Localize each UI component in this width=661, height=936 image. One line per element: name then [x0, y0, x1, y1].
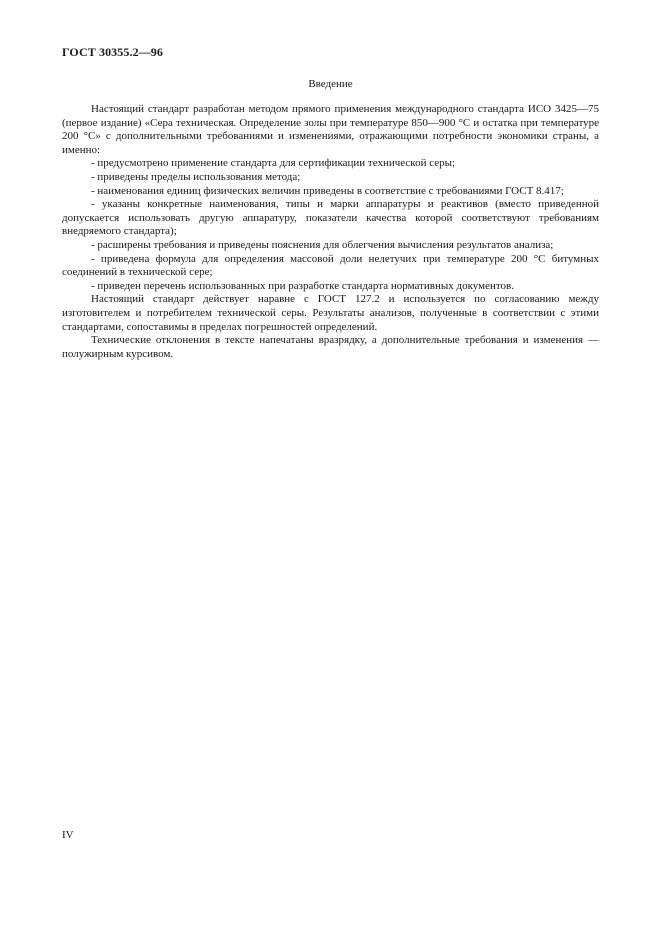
section-title: Введение	[308, 78, 353, 90]
page-number: IV	[62, 829, 74, 841]
introduction-text	[62, 103, 599, 361]
paragraph: Технические отклонения в тексте напечатаны вразрядку, а дополнительные требования и изменения — полужирным курсивом.	[62, 334, 599, 360]
paragraph: - указаны конкретные наименования, типы и марки аппаратуры и реактивов (вместо приведенной допускается использовать другую аппаратуру, показатели качества которой соответствуют требованиям внедряемого стандарта);	[62, 198, 599, 238]
paragraph: - приведена формула для определения массовой доли нелетучих при температуре 200 °С битумных соединений в технической сере;	[62, 252, 599, 279]
paragraph: - приведены пределы использования метода;	[91, 170, 301, 183]
paragraph: Настоящий стандарт действует наравне с ГОСТ 127.2 и используется по согласованию между изготовителем и потребителем технической серы. Результаты анализов, полученные в соответствии с этими стандартами, сопоставимы в пределах погрешностей определений.	[62, 293, 599, 333]
document-code: ГОСТ 30355.2—96	[62, 45, 163, 59]
paragraph: - предусмотрено применение стандарта для сертификации технической серы;	[91, 157, 456, 170]
paragraph: - наименования единиц физических величин приведены в соответствие с требованиями ГОСТ 8.417;	[91, 184, 564, 197]
paragraph: - расширены требования и приведены пояснения для облегчения вычисления результатов анализа;	[91, 238, 554, 251]
paragraph: - приведен перечень использованных при разработке стандарта нормативных документов.	[91, 279, 514, 292]
paragraph: Настоящий стандарт разработан методом прямого применения международного стандарта ИСО 3425—75 (первое издание) «Сера техническая. Определение золы при температуре 850—900 °С и остатка при температуре 200 °С» с дополнительными требованиями и изменениями, отражающими потребности экономики страны, а именно:	[62, 103, 599, 156]
